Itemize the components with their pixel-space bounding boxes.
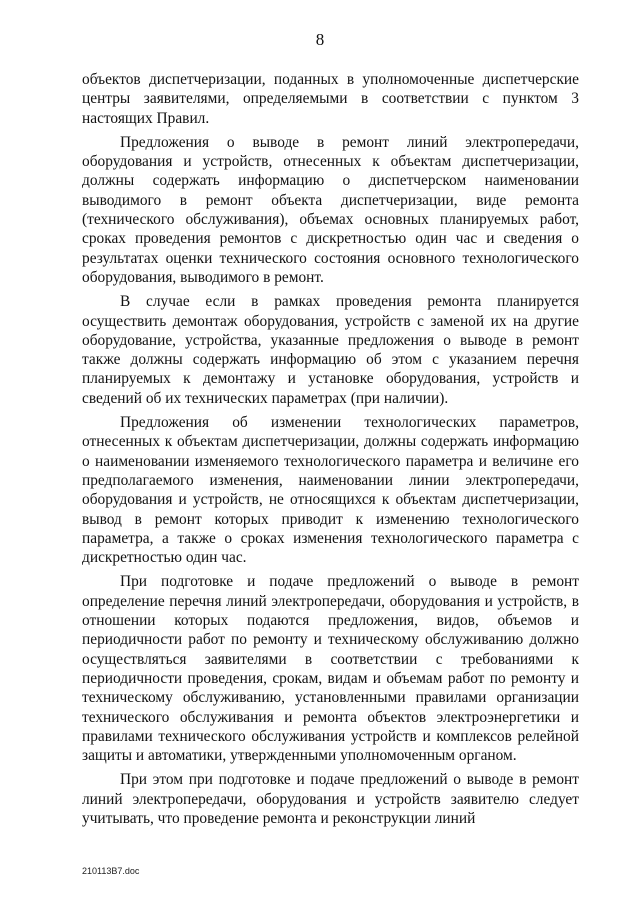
paragraph-continuation: объектов диспетчеризации, поданных в уполномоченные диспетчерские центры заявителями, определяемыми в соответствии с пунктом 3 настоящих Правил. <box>82 71 579 127</box>
paragraph: При подготовке и подаче предложений о выводе в ремонт определение перечня линий электропередачи, оборудования и устройств, в отношении которых подаются предложения, видов, объемов и периодичности работ по ремонту и техническому обслуживанию должно осуществляться заявителями в соответствии с требованиями к периодичности проведения, срокам, видам и объемам работ по ремонту и техническому обслуживанию, установленными правилами организации технического обслуживания и ремонта объектов электроэнергетики и правилами технического обслуживания устройств и комплексов релейной защиты и автоматики, утвержденными уполномоченным органом. <box>82 573 579 765</box>
paragraph: При этом при подготовке и подаче предложений о выводе в ремонт линий электропередачи, оборудования и устройств заявителю следует учитывать, что проведение ремонта и реконструкции линий <box>82 771 579 827</box>
document-body <box>82 70 579 833</box>
paragraph: В случае если в рамках проведения ремонта планируется осуществить демонтаж оборудования, устройств с заменой их на другие оборудование, устройства, указанные предложения о выводе в ремонт также должны содержать информацию об этом с указанием перечня планируемых к демонтажу и установке оборудования, устройств и сведений об их технических параметрах (при наличии). <box>82 293 579 407</box>
page-number: 8 <box>315 30 325 49</box>
paragraph: Предложения о выводе в ремонт линий электропередачи, оборудования и устройств, отнесенных к объектам диспетчеризации, должны содержать информацию о диспетчерском наименовании выводимого в ремонт объекта диспетчеризации, виде ремонта (технического обслуживания), объемах основных планируемых работ, сроках проведения ремонтов с дискретностью один час и сведения о результатах оценки технического состояния основного технологического оборудования, выводимого в ремонт. <box>82 133 579 286</box>
paragraph: Предложения об изменении технологических параметров, отнесенных к объектам диспетчеризации, должны содержать информацию о наименовании изменяемого технологического параметра и величине его предполагаемого изменения, наименовании линии электропередачи, оборудования и устройств, не относящихся к объектам диспетчеризации, вывод в ремонт которых приводит к изменению технологического параметра, а также о сроках изменения технологического параметра с дискретностью один час. <box>82 414 579 567</box>
footer-filename: 210113В7.doc <box>82 866 140 876</box>
